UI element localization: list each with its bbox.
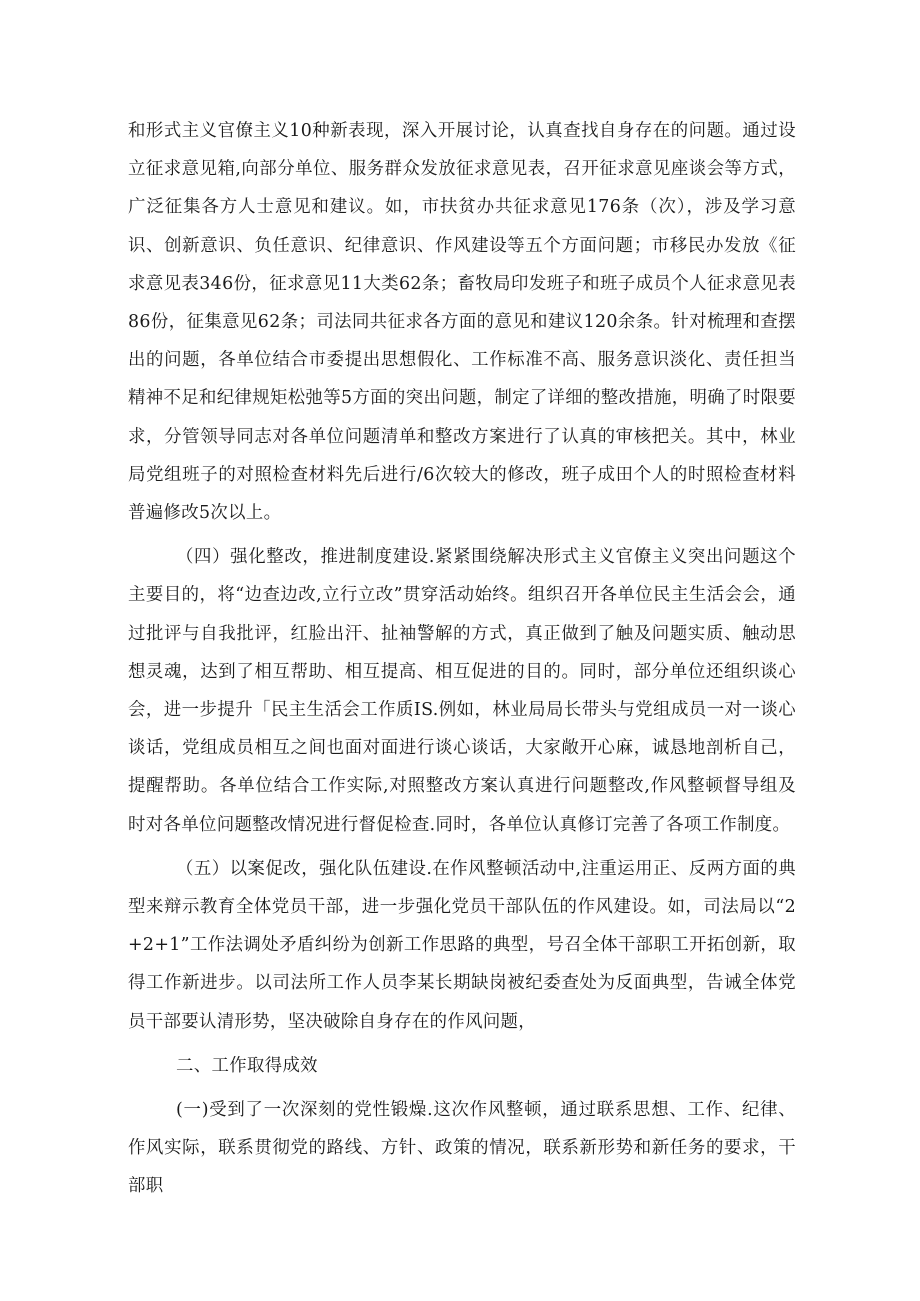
document-body — [128, 112, 796, 1206]
paragraph-results-one: (一)受到了一次深刻的党性锻燥.这次作风整顿，通过联系思想、工作、纪律、作风实际，联系贯彻党的路线、方针、政策的情况，联系新形势和新任务的要求，干部职 — [128, 1100, 796, 1197]
paragraph-rectification-opinions: 和形式主义官僚主义10种新表现，深入开展讨论，认真查找自身存在的问题。通过设立征求意见箱,向部分单位、服务群众发放征求意见表，召开征求意见座谈会等方式，广泛征集各方人士意见和建议。如，市扶贫办共征求意见176条（次），涉及学习意识、创新意识、负任意识、纪律意识、作风建设等五个方面问题；市移民办发放《征求意见表346份，征求意见11大类62条；畜牧局印发班子和班子成员个人征求意见表86份，征集意见62条；司法同共征求各方面的意见和建议120余条。针对梳理和查摆出的问题，各单位结合市委提出思想假化、工作标准不高、服务意识淡化、责任担当精神不足和纪律规矩松弛等5方面的突出问题，制定了详细的整改措施，明确了时限要求，分管领导同志对各单位问题清单和整改方案进行了认真的审核把关。其中，林业局党组班子的对照检查材料先后进行/6次较大的修改，班子成田个人的时照检查材料普遍修改5次以上。 — [128, 121, 796, 524]
paragraph-section-five: （五）以案促改，强化队伍建设.在作风整顿活动中,注重运用正、反两方面的典型来辩示教育全体党员干部，进一步强化党员干部队伍的作风建设。如，司法局以“2+2+1”工作法调处矛盾纠纷为创新工作思路的典型，号召全体干部职工开拓创新，取得工作新进步。以司法所工作人员李某长期缺岗被纪委查处为反面典型，告诫全体党员干部要认清形势，坚决破除自身存在的作风问题， — [128, 858, 796, 1032]
section-heading-results: 二、工作取得成效 — [176, 1055, 318, 1076]
paragraph-section-four: （四）强化整改，推进制度建设.紧紧围绕解决形式主义官僚主义突出问题这个主要目的，将“边查边改,立行立改”贯穿活动始终。组织召开各单位民主生活会会，通过批评与自我批评，红脸出汗、扯袖警解的方式，真正做到了触及问题实质、触动思想灵魂，达到了相互帮助、相互提高、相互促进的目的。同时，部分单位还组织谈心会，进一步提升「民主生活会工作质IS.例如，林业局局长带头与党组成员一对一谈心谈话，党组成员相互之间也面对面进行谈心谈话，大家敞开心麻，诚恳地剖析自己，提醒帮助。各单位结合工作实际,对照整改方案认真进行问题整改,作风整顿督导组及时对各单位问题整改情况进行督促检查.同时，各单位认真修订完善了各项工作制度。 — [128, 547, 796, 835]
